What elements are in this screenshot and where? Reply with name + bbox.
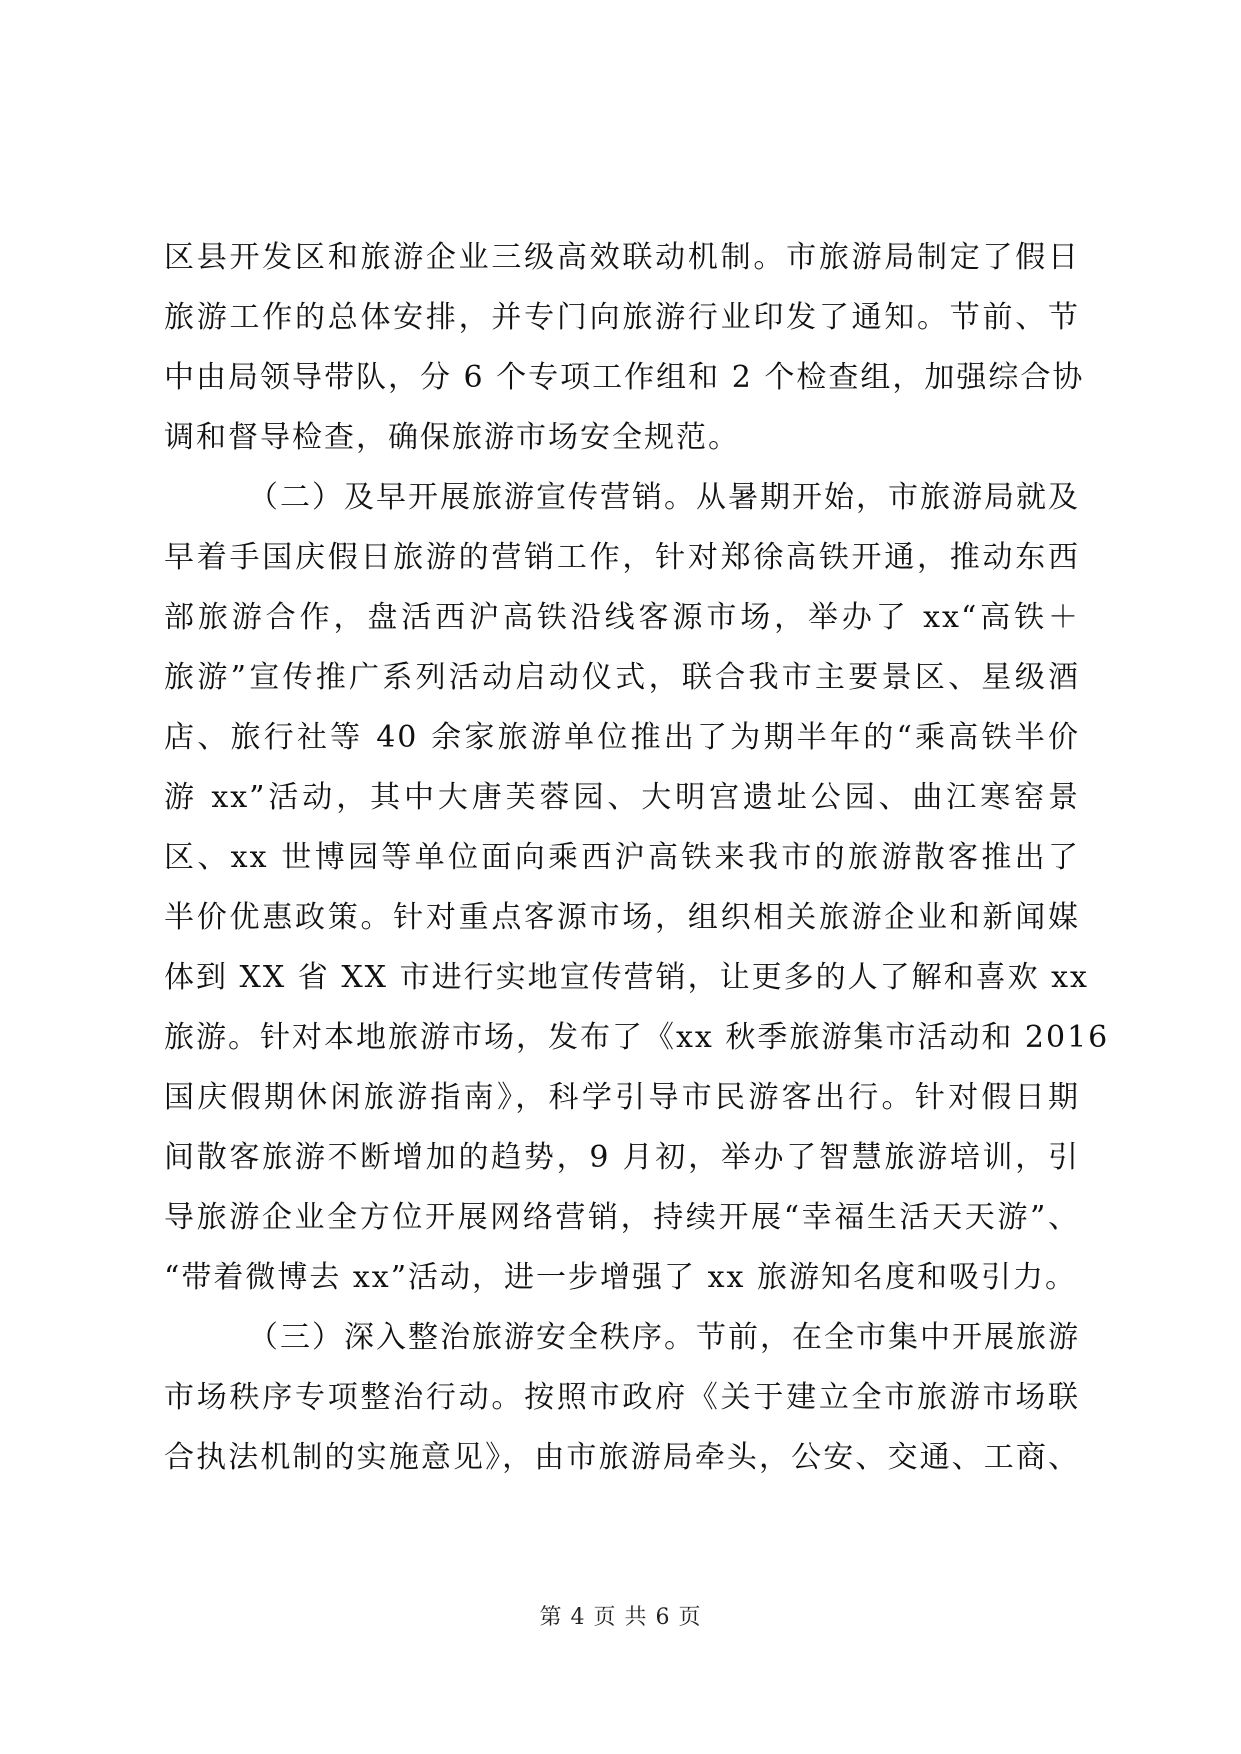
page-number-footer: 第 4 页 共 6 页 bbox=[539, 1605, 702, 1630]
text-line: 体到 XX 省 XX 市进行实地宣传营销，让更多的人了解和喜欢 xx bbox=[164, 960, 1089, 995]
text-line: 旅游”宣传推广系列活动启动仪式，联合我市主要景区、星级酒 bbox=[164, 660, 1080, 695]
text-line: 店、旅行社等 40 余家旅游单位推出了为期半年的“乘高铁半价 bbox=[164, 720, 1080, 755]
text-line: 半价优惠政策。针对重点客源市场，组织相关旅游企业和新闻媒 bbox=[164, 900, 1080, 935]
paragraph-3 bbox=[164, 1308, 1080, 1488]
text-line: “带着微博去 xx”活动，进一步增强了 xx 旅游知名度和吸引力。 bbox=[164, 1260, 1077, 1295]
text-line: 部旅游合作，盘活西沪高铁沿线客源市场，举办了 xx“高铁＋ bbox=[164, 600, 1080, 635]
text-line: 游 xx”活动，其中大唐芙蓉园、大明宫遗址公园、曲江寒窑景 bbox=[164, 780, 1080, 815]
text-line: （三）深入整治旅游安全秩序。节前，在全市集中开展旅游 bbox=[248, 1320, 1080, 1355]
text-line: 合执法机制的实施意见》，由市旅游局牵头，公安、交通、工商、 bbox=[164, 1440, 1080, 1475]
text-line: 早着手国庆假日旅游的营销工作，针对郑徐高铁开通，推动东西 bbox=[164, 540, 1080, 575]
text-line: 间散客旅游不断增加的趋势，9 月初，举办了智慧旅游培训，引 bbox=[164, 1140, 1080, 1175]
text-line: 市场秩序专项整治行动。按照市政府《关于建立全市旅游市场联 bbox=[164, 1380, 1080, 1415]
text-line: 旅游工作的总体安排，并专门向旅游行业印发了通知。节前、节 bbox=[164, 300, 1080, 335]
document-body bbox=[164, 228, 1110, 1488]
text-line: 区、xx 世博园等单位面向乘西沪高铁来我市的旅游散客推出了 bbox=[164, 840, 1080, 875]
text-line: 调和督导检查，确保旅游市场安全规范。 bbox=[164, 420, 740, 455]
text-line: （二）及早开展旅游宣传营销。从暑期开始，市旅游局就及 bbox=[248, 480, 1080, 515]
text-line: 导旅游企业全方位开展网络营销，持续开展“幸福生活天天游”、 bbox=[164, 1200, 1080, 1235]
text-line: 国庆假期休闲旅游指南》，科学引导市民游客出行。针对假日期 bbox=[164, 1080, 1080, 1115]
text-line: 区县开发区和旅游企业三级高效联动机制。市旅游局制定了假日 bbox=[164, 240, 1080, 275]
paragraph-1 bbox=[164, 228, 1085, 468]
text-line: 旅游。针对本地旅游市场，发布了《xx 秋季旅游集市活动和 2016 bbox=[164, 1020, 1110, 1055]
paragraph-2 bbox=[164, 468, 1110, 1308]
text-line: 中由局领导带队，分 6 个专项工作组和 2 个检查组，加强综合协 bbox=[164, 360, 1085, 395]
